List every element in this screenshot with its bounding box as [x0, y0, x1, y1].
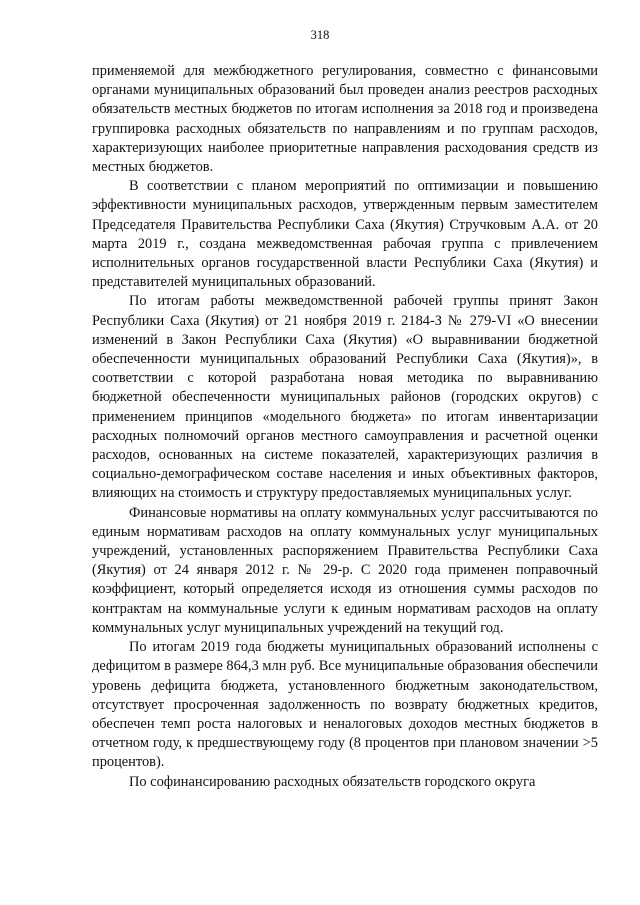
- paragraph-law: По итогам работы межведомственной рабочей группы принят Закон Республики Саха (Якутия) от 21 ноября 2019 г. 2184-З № 279-VI «О внесении изменений в Закон Республики Саха (Якутия) «О выравнивании бюджетной обеспеченности муниципальных образований Республики Саха (Якутия)», в соответствии с которой разработана новая методика по выравниванию бюджетной обеспеченности муниципальных районов (городских округов) с применением принципов «модельного бюджета» по итогам инвентаризации расходных полномочий органов местного самоуправления и расчетной оценки расходов, основанных на системе показателей, характеризующих различия в социально-демографическом составе населения и иных объективных факторов, влияющих на стоимость и структуру предоставляемых муниципальных услуг.: [92, 293, 598, 502]
- paragraph-budget-results: По итогам 2019 года бюджеты муниципальных образований исполнены с дефицитом в размере 864,3 млн руб. Все муниципальные образования обеспечили уровень дефицита бюджета, установленного бюджетным законодательством, отсутствует просроченная задолженность по возврату бюджетных кредитов, обеспечен темп роста налоговых и неналоговых доходов местных бюджетов в отчетном году, к предшествующему году (8 процентов при плановом значении >5 процентов).: [92, 639, 598, 771]
- paragraph-utility-norms: Финансовые нормативы на оплату коммунальных услуг рассчитываются по единым нормативам расходов на оплату коммунальных услуг муниципальных учреждений, установленных распоряжением Правительства Республики Саха (Якутия) от 24 января 2012 г. № 29-р. С 2020 года применен поправочный коэффициент, который определяется исходя из отношения суммы расходов по контрактам на коммунальные услуги к единым нормативам расходов на оплату коммунальных услуг муниципальных учреждений на текущий год.: [92, 504, 598, 636]
- page-number: 318: [310, 28, 330, 42]
- paragraph-working-group: В соответствии с планом мероприятий по оптимизации и повышению эффективности муниципальных расходов, утвержденным первым заместителем Председателя Правительства Республики Саха (Якутия) Стручковым А.А. от 20 марта 2019 г., создана межведомственная рабочая группа с привлечением исполнительных органов государственной власти Республики Саха (Якутия) и представителей муниципальных образований.: [92, 178, 598, 291]
- page-body: [92, 62, 598, 792]
- paragraph-cofinancing: По софинансированию расходных обязательств городского округа: [129, 773, 536, 790]
- paragraph-continuation: применяемой для межбюджетного регулирования, совместно с финансовыми органами муниципальных образований был проведен анализ реестров расходных обязательств местных бюджетов по итогам исполнения за 2018 год и произведена группировка расходных обязательств по направлениям и по группам расходов, характеризующих наиболее приоритетные направления расходования средств из местных бюджетов.: [92, 63, 598, 176]
